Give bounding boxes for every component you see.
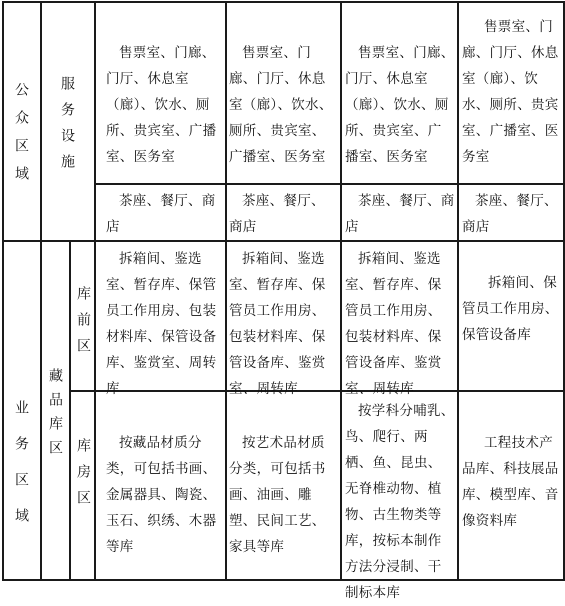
rule-right (563, 1, 565, 581)
rule-subzone-col (69, 240, 71, 580)
service-main-cell: 售票室、门廊、门厅、休息室（廊）、饮水、厕所、贵宾室、广播室、医务室 (106, 45, 217, 165)
section-label-service: 服务设施 (59, 76, 75, 180)
vault-area-cell: 按学科分哺乳、鸟、爬行、两栖、鱼、昆虫、无脊椎动物、植物、古生物类等库，按标本制作方法分浸制、干制标本库 (345, 403, 455, 601)
zone-label-public: 公众区域 (13, 82, 29, 194)
rule-label-col (94, 1, 96, 581)
rule-zone-col (40, 1, 42, 581)
rule-col-4 (457, 1, 459, 581)
front-area-cell: 拆箱间、鉴选室、暂存库、保管员工作用房、包装材料库、保管设备库、鉴赏室、周转库 (229, 251, 326, 397)
vault-area-cell: 工程技术产品库、科技展品库、模型库、音像资料库 (462, 435, 559, 529)
front-area-cell: 拆箱间、鉴选室、暂存库、保管员工作用房、包装材料库、保管设备库、鉴赏室、周转库 (345, 251, 442, 397)
rule-col-2 (225, 1, 227, 581)
section-label-storage: 藏品库区 (47, 368, 63, 464)
rule-service-split (94, 183, 565, 185)
service-main-cell: 售票室、门廊、门厅、休息室（廊）、饮水、厕所、贵宾室、广播室、医务室 (462, 19, 559, 165)
section-label-front: 库前区 (75, 286, 91, 364)
service-main-cell: 售票室、门廊、门厅、休息室（廊）、饮水、厕所、贵宾室、广播室、医务室 (345, 45, 455, 165)
front-area-cell: 拆箱间、保管员工作用房、保管设备库 (462, 275, 559, 343)
vault-area-cell: 按藏品材质分类，可包括书画、金属器具、陶瓷、玉石、织绣、木器等库 (106, 435, 217, 555)
rule-col-3 (340, 1, 342, 581)
service-extra-cell: 茶座、餐厅、商店 (345, 193, 455, 235)
service-main-cell: 售票室、门廊、门厅、休息室（廊）、饮水、厕所、贵宾室、广播室、医务室 (229, 45, 333, 165)
rule-bottom (2, 579, 565, 581)
service-extra-cell: 茶座、餐厅、商店 (106, 193, 216, 235)
front-area-cell: 拆箱间、鉴选室、暂存库、保管员工作用房、包装材料库、保管设备库、鉴赏室、周转库 (106, 251, 217, 397)
rule-left (2, 1, 4, 581)
zone-label-business: 业务区域 (13, 400, 29, 544)
service-extra-cell: 茶座、餐厅、商店 (229, 193, 325, 235)
vault-area-cell: 按艺术品材质分类，可包括书画、油画、雕塑、民间工艺、家具等库 (229, 435, 326, 555)
rule-top (2, 1, 565, 3)
rule-zone-split (2, 240, 565, 242)
service-extra-cell: 茶座、餐厅、商店 (462, 193, 558, 235)
section-label-vault: 库房区 (75, 438, 91, 516)
